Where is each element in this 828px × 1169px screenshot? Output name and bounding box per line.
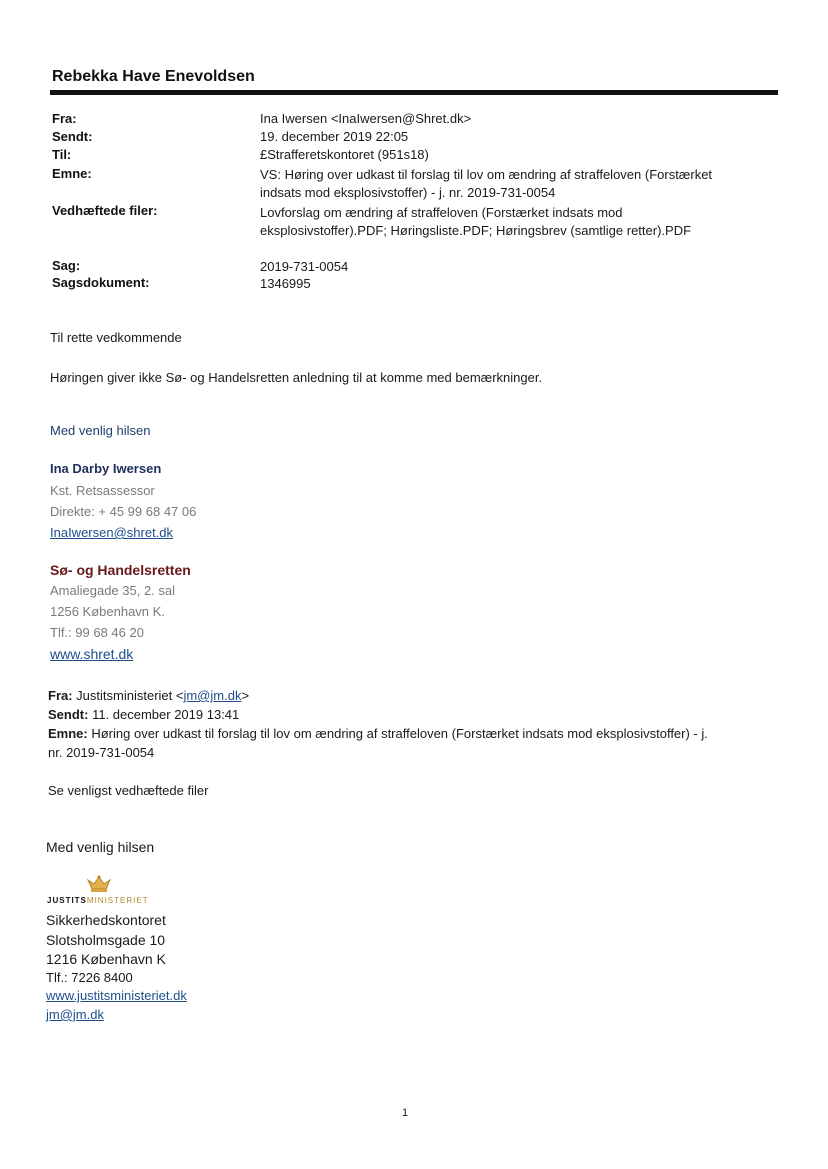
jm-logo-text xyxy=(47,896,149,905)
header-rule xyxy=(50,90,778,95)
sag-value: 2019-731-0054 xyxy=(260,259,349,274)
sagsdok-value: 1346995 xyxy=(260,276,311,291)
emne-value-line2: indsats mod eksplosivstoffer) - j. nr. 2019-731-0054 xyxy=(260,185,556,200)
sendt-label: Sendt: xyxy=(52,129,93,144)
fra-value: Ina Iwersen <InaIwersen@Shret.dk> xyxy=(260,111,472,126)
signature-address2: 1256 København K. xyxy=(50,604,165,619)
fwd-emne-value-line2: nr. 2019-731-0054 xyxy=(48,745,155,760)
fwd-message: Se venligst vedhæftede filer xyxy=(48,783,209,798)
fwd-emne-label: Emne: xyxy=(48,726,88,741)
signature-phone: Tlf.: 99 68 46 20 xyxy=(50,625,144,640)
emne-value-line1: VS: Høring over udkast til forslag til lov om ændring af straffeloven (Forstærket xyxy=(260,167,713,182)
jm-phone: Tlf.: 7226 8400 xyxy=(46,970,133,985)
fwd-sendt-label: Sendt: xyxy=(48,707,89,722)
signature-title: Kst. Retsassessor xyxy=(50,483,155,498)
fwd-fra-line xyxy=(48,688,249,703)
fwd-sendt-line xyxy=(48,707,239,722)
signature-org: Sø- og Handelsretten xyxy=(50,562,191,578)
jm-office: Sikkerhedskontoret xyxy=(46,912,166,928)
signature-email-link[interactable]: InaIwersen@shret.dk xyxy=(50,525,174,540)
til-label: Til: xyxy=(52,147,72,162)
jm-email-link[interactable]: jm@jm.dk xyxy=(46,1007,104,1022)
sag-label: Sag: xyxy=(52,258,81,273)
filer-value-line2[interactable]: eksplosivstoffer).PDF; Høringsliste.PDF; Høringsbrev (samtlige retter).PDF xyxy=(260,223,692,238)
page-number: 1 xyxy=(402,1107,409,1119)
fwd-sendt-value: 11. december 2019 13:41 xyxy=(88,707,240,722)
til-value: £Strafferetskontoret (951s18) xyxy=(260,147,429,162)
closing: Med venlig hilsen xyxy=(50,423,151,438)
crown-icon xyxy=(86,874,112,897)
jm-web-link[interactable]: www.justitsministeriet.dk xyxy=(46,988,187,1003)
fwd-fra-email-link[interactable]: jm@jm.dk xyxy=(183,688,242,703)
emne-label: Emne: xyxy=(52,166,92,181)
fwd-fra-label: Fra: xyxy=(48,688,73,703)
message: Høringen giver ikke Sø- og Handelsretten anledning til at komme med bemærkninger. xyxy=(50,370,543,385)
fwd-emne-value-line1: Høring over udkast til forslag til lov om ændring af straffeloven (Forstærket indsats mod eksplosivstoffer) - j. xyxy=(87,726,708,741)
fwd-fra-close: > xyxy=(241,688,250,703)
fwd-emne-line1 xyxy=(48,726,708,741)
jm-logo-bold: JUSTITS xyxy=(47,896,87,905)
signature-web-link[interactable]: www.shret.dk xyxy=(50,646,134,662)
filer-value-line1[interactable]: Lovforslag om ændring af straffeloven (Forstærket indsats mod xyxy=(260,205,623,220)
fwd-closing: Med venlig hilsen xyxy=(46,839,155,855)
signature-direct-phone: Direkte: + 45 99 68 47 06 xyxy=(50,504,197,519)
greeting: Til rette vedkommende xyxy=(50,330,182,345)
fwd-fra-value: Justitsministeriet < xyxy=(72,688,184,703)
filer-label: Vedhæftede filer: xyxy=(52,203,158,218)
jm-address2: 1216 København K xyxy=(46,951,166,967)
header-sender-name: Rebekka Have Enevoldsen xyxy=(52,68,255,85)
signature-name: Ina Darby Iwersen xyxy=(50,461,162,476)
sagsdok-label: Sagsdokument: xyxy=(52,275,150,290)
jm-address1: Slotsholmsgade 10 xyxy=(46,932,166,948)
fra-label: Fra: xyxy=(52,111,77,126)
signature-address1: Amaliegade 35, 2. sal xyxy=(50,583,176,598)
sendt-value: 19. december 2019 22:05 xyxy=(260,129,409,144)
jm-logo-light: MINISTERIET xyxy=(86,896,149,905)
